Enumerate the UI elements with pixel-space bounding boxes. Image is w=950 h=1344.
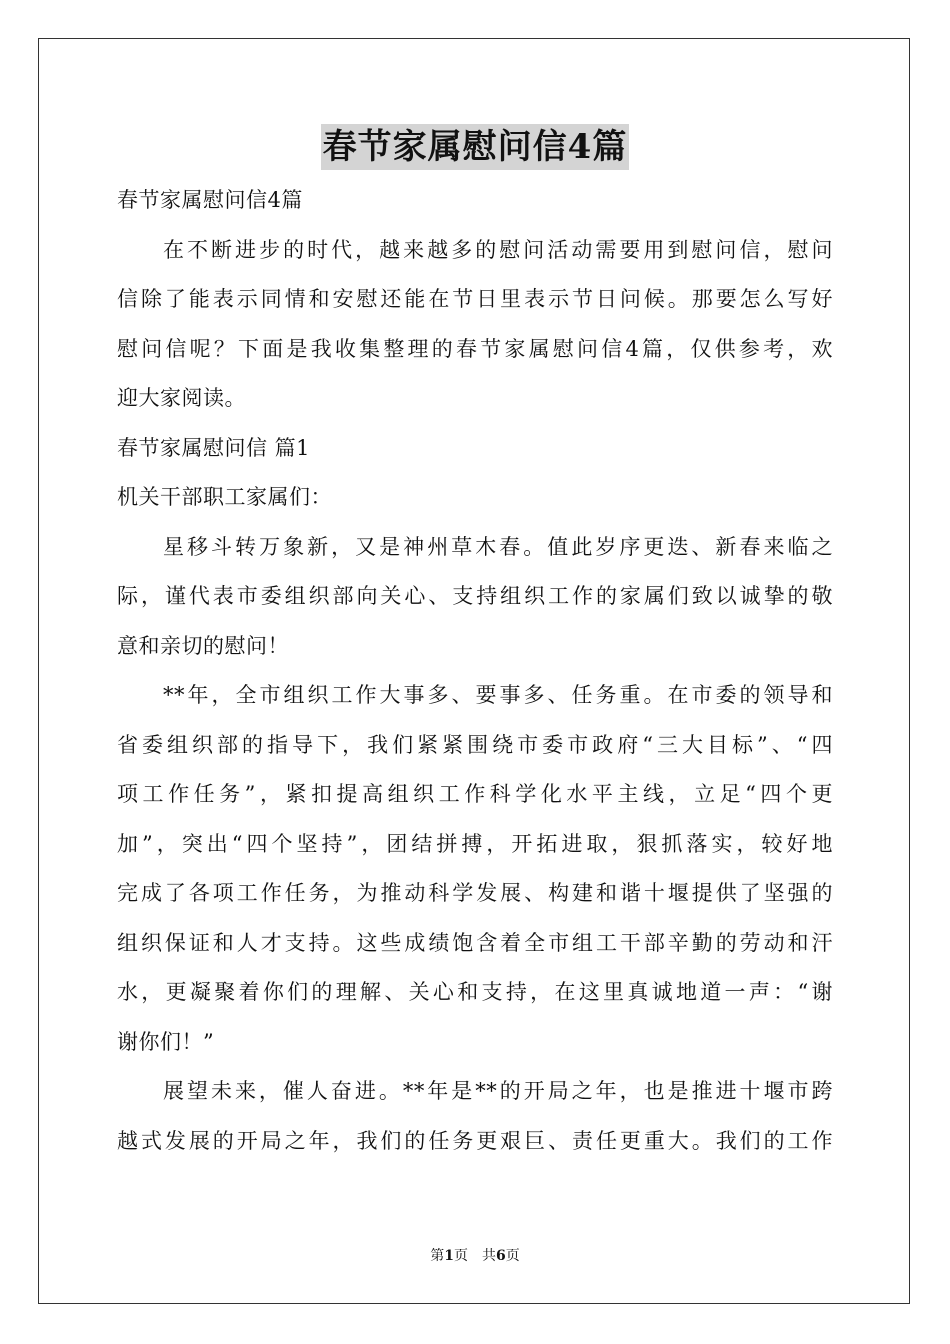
title-wrap xyxy=(0,124,950,170)
page-number-current: 1 xyxy=(444,1248,454,1264)
page-number-mid: 页 共 xyxy=(454,1248,496,1264)
page-footer xyxy=(0,1246,950,1266)
body-line: 慰问信呢？下面是我收集整理的春节家属慰问信4篇，仅供参考，欢 xyxy=(117,336,833,361)
body-line: **年，全市组织工作大事多、要事多、任务重。在市委的领导和 xyxy=(163,683,833,707)
body-line: 迎大家阅读。 xyxy=(117,386,246,410)
body-line: 星移斗转万象新，又是神州草木春。值此岁序更迭、新春来临之 xyxy=(163,534,833,559)
body-line: 谢你们！” xyxy=(117,1029,215,1054)
body-line: 水，更凝聚着你们的理解、关心和支持，在这里真诚地道一声：“谢 xyxy=(117,980,833,1004)
page-number-total: 6 xyxy=(496,1248,506,1264)
document-body xyxy=(117,176,833,1166)
body-line: 越式发展的开局之年，我们的任务更艰巨、责任更重大。我们的工作 xyxy=(117,1128,833,1153)
body-line: 际，谨代表市委组织部向关心、支持组织工作的家属们致以诚挚的敬 xyxy=(117,584,833,608)
body-line: 信除了能表示同情和安慰还能在节日里表示节日问候。那要怎么写好 xyxy=(117,287,833,311)
document-title: 春节家属慰问信4篇 xyxy=(321,124,630,170)
section-heading: 春节家属慰问信 篇1 xyxy=(117,435,311,460)
body-line: 完成了各项工作任务，为推动科学发展、构建和谐十堰提供了坚强的 xyxy=(117,881,833,905)
page-number-suffix: 页 xyxy=(505,1248,520,1264)
body-line: 省委组织部的指导下，我们紧紧围绕市委市政府“三大目标”、“四 xyxy=(117,732,833,757)
body-line: 在不断进步的时代，越来越多的慰问活动需要用到慰问信，慰问 xyxy=(163,237,833,262)
body-line: 组织保证和人才支持。这些成绩饱含着全市组工干部辛勤的劳动和汗 xyxy=(117,930,833,955)
body-line: 项工作任务”，紧扣提高组织工作科学化水平主线，立足“四个更 xyxy=(117,782,833,806)
body-line: 加”，突出“四个坚持”，团结拼搏，开拓进取，狠抓落实，较好地 xyxy=(117,831,833,856)
subtitle-line: 春节家属慰问信4篇 xyxy=(117,188,303,212)
page-number-prefix: 第 xyxy=(430,1248,445,1264)
body-line: 展望未来，催人奋进。**年是**的开局之年，也是推进十堰市跨 xyxy=(163,1079,833,1103)
body-line: 意和亲切的慰问！ xyxy=(117,633,289,658)
salutation: 机关干部职工家属们： xyxy=(117,485,332,509)
